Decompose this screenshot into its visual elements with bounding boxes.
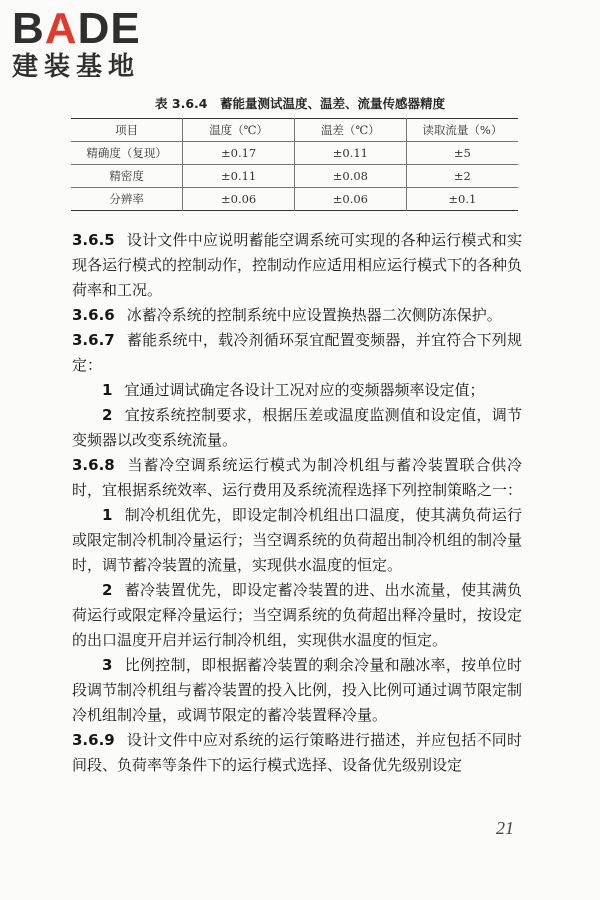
table-cell: ±0.08 [295,165,407,188]
clause-3-6-6 [72,303,522,328]
clause-text: 设计文件中应对系统的运行策略进行描述，并应包括不同时间段、负荷率等条件下的运行模式选择、设备优先级别设定 [72,731,522,774]
item-number: 1 [102,506,113,524]
item-text: 比例控制，即根据蓄冷装置的剩余冷量和融冰率，按单位时段调节制冷机组与蓄冷装置的投入比例，投入比例可通过调节限定制冷机组制冷量，或调节限定的蓄冷装置释冷量。 [72,656,523,724]
clause-text: 蓄能系统中，载冷剂循环泵宜配置变频器，并宜符合下列规定： [72,331,522,374]
table-cell: ±0.11 [183,165,295,188]
item-number: 3 [102,656,113,674]
list-item [72,653,522,728]
clause-number: 3.6.9 [72,731,115,749]
clause-text: 当蓄冷空调系统运行模式为制冷机组与蓄冷装置联合供冷时，宜根据系统效率、运行费用及系统流程选择下列控制策略之一： [72,456,523,499]
item-text: 制冷机组优先，即设定制冷机组出口温度，使其满负荷运行或限定制冷机制冷量运行；当空调系统的负荷超出制冷机组的制冷量时，调节蓄冷装置的流量，实现供水温度的恒定。 [72,506,523,574]
table-cell: 精确度（复现） [71,142,183,165]
list-item [72,378,522,403]
clause-3-6-8 [72,453,522,503]
table-cell: ±5 [406,142,518,165]
list-item [72,503,522,578]
body-text [72,228,522,778]
clause-3-6-7 [72,328,522,378]
clause-3-6-5 [72,228,522,303]
clause-number: 3.6.5 [72,231,115,249]
list-item [72,578,522,653]
item-number: 2 [102,581,113,599]
table-row [71,188,518,211]
item-text: 宜通过调试确定各设计工况对应的变频器频率设定值； [124,381,485,399]
table-caption: 表 3.6.4 蓄能量测试温度、温差、流量传感器精度 [155,96,445,111]
item-number: 1 [102,381,113,399]
table-cell: ±0.11 [295,142,407,165]
table-cell: ±0.06 [295,188,407,211]
table-row [71,142,518,165]
logo-wordmark: BADE [12,4,141,53]
clause-number: 3.6.6 [72,306,115,324]
table-header-cell: 项目 [71,119,183,142]
table-cell: ±2 [406,165,518,188]
clause-text: 冰蓄冷系统的控制系统中应设置换热器二次侧防冻保护。 [126,306,502,324]
list-item [72,403,522,453]
item-text: 宜按系统控制要求，根据压差或温度监测值和设定值，调节变频器以改变系统流量。 [72,406,522,449]
clause-3-6-9 [72,728,522,778]
table-header-cell: 温差（℃） [295,119,407,142]
sensor-accuracy-table [71,118,518,211]
table-cell: ±0.06 [183,188,295,211]
clause-text: 设计文件中应说明蓄能空调系统可实现的各种运行模式和实现各运行模式的控制动作，控制动作应适用相应运行模式下的各种负荷率和工况。 [72,231,523,299]
bade-logo [12,6,141,82]
item-text: 蓄冷装置优先，即设定蓄冷装置的进、出水流量，使其满负荷运行或限定释冷量运行；当空调系统的负荷超出释冷量时，按设定的出口温度开启并运行制冷机组，实现供水温度的恒定。 [72,581,523,649]
item-number: 2 [102,406,113,424]
page-number: 21 [496,818,514,838]
table-cell: 分辨率 [71,188,183,211]
table-row [71,165,518,188]
logo-subtitle: 建装基地 [12,52,141,82]
table-cell: ±0.17 [183,142,295,165]
table-cell: 精密度 [71,165,183,188]
clause-number: 3.6.7 [72,331,115,349]
clause-number: 3.6.8 [72,456,115,474]
table-header-row [71,119,518,142]
table-cell: ±0.1 [406,188,518,211]
table-header-cell: 温度（℃） [183,119,295,142]
table-header-cell: 读取流量（%） [406,119,518,142]
